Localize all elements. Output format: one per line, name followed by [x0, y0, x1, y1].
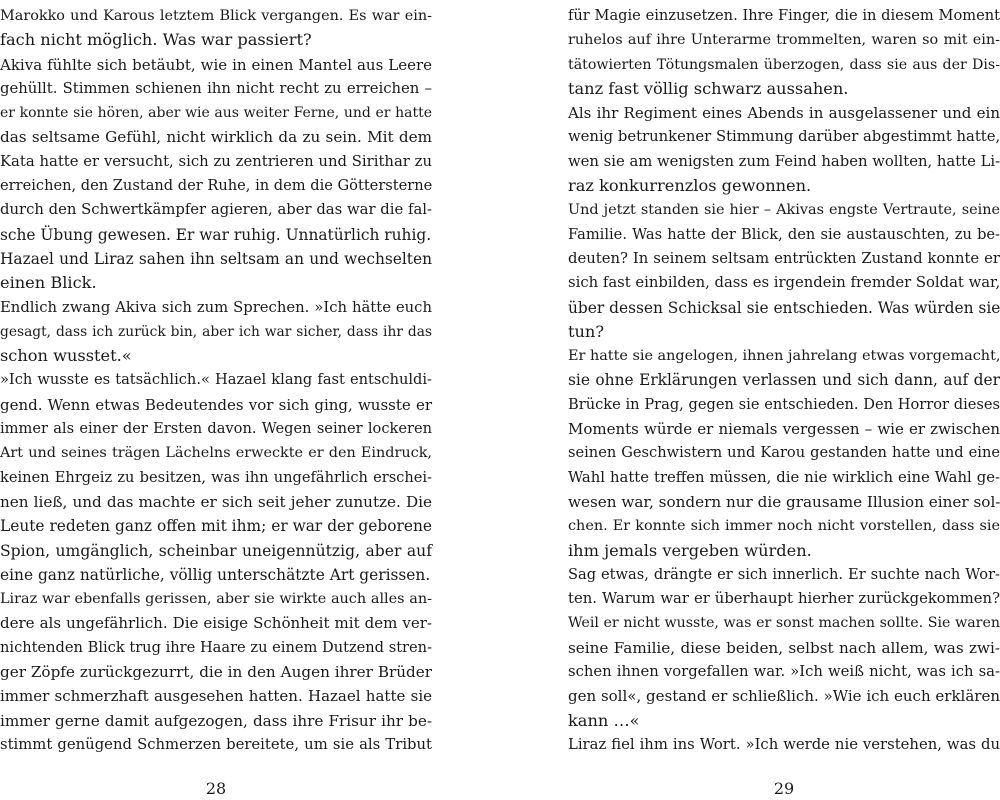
- text-line: über dessen Schicksal sie entschieden. Was würden sie: [568, 298, 1000, 317]
- text-line: gen soll«, gestand er schließlich. »Wie ich euch erklären: [568, 687, 1000, 706]
- text-line: sie ohne Erklärungen verlassen und sich dann, auf der: [568, 371, 1000, 390]
- text-line: durch den Schwertkämpfer agieren, aber das war die fal-: [0, 201, 432, 219]
- text-line: das seltsame Gefühl, nicht wirklich da zu sein. Mit dem: [0, 128, 432, 147]
- text-line: raz konkurrenzlos gewonnen.: [568, 176, 812, 196]
- text-line: er konnte sie hören, aber wie aus weiter Ferne, und er hatte: [0, 105, 432, 122]
- page-text: [568, 4, 1000, 757]
- text-line: tanz fast völlig schwarz aussahen.: [568, 78, 849, 98]
- text-line: chen. Er konnte sich immer noch nicht vorstellen, dass sie: [568, 518, 1000, 535]
- text-line: Hazael und Liraz sahen ihn seltsam an und wechselten: [0, 249, 432, 268]
- text-line: Weil er nicht wusste, was er sonst machen sollte. Sie waren: [568, 615, 1000, 632]
- text-line: fach nicht möglich. Was war passiert?: [0, 30, 312, 50]
- page-number: 29: [773, 779, 795, 798]
- text-line: immer gerne damit aufgezogen, dass ihre Frisur ihr be-: [0, 711, 432, 730]
- text-line: tätowierten Tötungsmalen überzogen, dass sie aus der Dis-: [568, 56, 1000, 73]
- text-line: ruhelos auf ihre Unterarme trommelten, waren so mit ein-: [568, 32, 1000, 49]
- text-line: Liraz fiel ihm ins Wort. »Ich werde nie verstehen, was du: [568, 735, 1000, 753]
- text-line: Und jetzt standen sie hier – Akivas engste Vertraute, seine: [568, 202, 1000, 219]
- text-line: dere als ungefährlich. Die eisige Schönheit mit dem ver-: [0, 614, 432, 633]
- text-line: ihm jemals vergeben würden.: [568, 540, 812, 560]
- text-line: seine Familie, diese beiden, selbst nach allem, was zwi-: [568, 638, 1000, 657]
- text-line: Wahl hatte treffen müssen, die nie wirklich eine Wahl ge-: [568, 468, 1000, 486]
- text-line: tun?: [568, 321, 605, 341]
- text-line: »Ich wusste es tatsächlich.« Hazael klang fast entschuldi-: [0, 371, 432, 389]
- text-line: gend. Wenn etwas Bedeutendes vor sich ging, wusste er: [0, 395, 432, 414]
- text-line: Als ihr Regiment eines Abends in ausgelassener und ein: [568, 104, 1000, 123]
- text-line: Spion, umgänglich, scheinbar uneigennützig, aber auf: [0, 541, 432, 560]
- text-line: erreichen, den Zustand der Ruhe, in dem die Göttersterne: [0, 177, 433, 195]
- text-line: gehüllt. Stimmen schienen ihn nicht recht zu erreichen –: [0, 79, 432, 97]
- text-line: Moments würde er niemals vergessen – wie er zwischen: [568, 420, 1000, 439]
- page-right: [568, 0, 1000, 800]
- text-line: stimmt genügend Schmerzen bereitete, um sie als Tribut: [0, 735, 432, 753]
- text-line: Sag etwas, drängte er sich innerlich. Er suchte nach Wor-: [568, 565, 1000, 583]
- text-line: deuten? In seinem seltsam entrückten Zustand konnte er: [568, 249, 1000, 267]
- text-line: nen ließ, und das machte er sich seit jeher zunutze. Die: [0, 492, 432, 511]
- text-line: Endlich zwang Akiva sich zum Sprechen. »Ich hätte euch: [0, 298, 432, 316]
- text-line: Art und seines trägen Lächelns erweckte er den Eindruck,: [0, 445, 432, 462]
- page-number: 28: [205, 779, 227, 798]
- text-line: schon wusstet.«: [0, 346, 132, 366]
- text-line: Marokko und Karous letztem Blick vergangen. Es war ein-: [0, 8, 432, 24]
- text-line: sich fast einbilden, dass es irgendein fremder Soldat war,: [568, 274, 1000, 292]
- text-line: sche Übung gewesen. Er war ruhig. Unnatürlich ruhig.: [0, 225, 432, 244]
- text-line: wenig betrunkener Stimmung darüber abgestimmt hatte,: [568, 128, 1000, 146]
- text-line: wen sie am wenigsten zum Feind haben wollten, hatte Li-: [568, 152, 1000, 170]
- page-left: [0, 0, 432, 800]
- text-line: ger Zöpfe zurückgezurrt, die in den Augen ihrer Brüder: [0, 663, 432, 682]
- text-line: Familie. Was hatte der Blick, den sie austauschten, zu be-: [568, 225, 1000, 243]
- text-line: Liraz war ebenfalls gerissen, aber sie wirkte auch alles an-: [0, 591, 432, 608]
- text-line: immer schmerzhaft ausgesehen hatten. Hazael hatte sie: [0, 687, 432, 706]
- text-line: schen ihnen vorgefallen war. »Ich weiß nicht, was ich sa-: [568, 663, 1000, 681]
- text-line: wesen war, sondern nur die grausame Illusion einer sol-: [568, 492, 1000, 511]
- text-line: einen Blick.: [0, 273, 97, 293]
- text-line: für Magie einzusetzen. Ihre Finger, die in diesem Moment: [568, 7, 1000, 24]
- text-line: Er hatte sie angelogen, ihnen jahrelang etwas vorgemacht,: [568, 348, 1000, 365]
- text-line: ten. Warum war er überhaupt hierher zurückgekommen?: [568, 590, 1000, 608]
- text-line: eine ganz natürliche, völlig unterschätzte Art gerissen.: [0, 565, 431, 584]
- text-line: Leute redeten ganz offen mit ihm; er war der geborene: [0, 517, 432, 536]
- text-line: immer als einer der Ersten davon. Wegen seiner lockeren: [0, 420, 432, 438]
- page-text: [0, 4, 432, 757]
- text-line: nichtenden Blick trug ihre Haare zu einem Dutzend stren-: [0, 638, 432, 656]
- text-line: Kata hatte er versucht, sich zu zentrieren und Sirithar zu: [0, 152, 432, 170]
- text-line: keinen Ehrgeiz zu besitzen, was ihn ungefährlich erschei-: [0, 468, 432, 486]
- text-line: gesagt, dass ich zurück bin, aber ich war sicher, dass ihr das: [0, 323, 432, 340]
- text-line: Akiva fühlte sich betäubt, wie in einen Mantel aus Leere: [0, 55, 432, 74]
- text-line: Brücke in Prag, gegen sie entschieden. Den Horror dieses: [568, 395, 1000, 413]
- text-line: seinen Geschwistern und Karou gestanden hatte und eine: [568, 444, 1000, 462]
- text-line: kann …«: [568, 710, 640, 730]
